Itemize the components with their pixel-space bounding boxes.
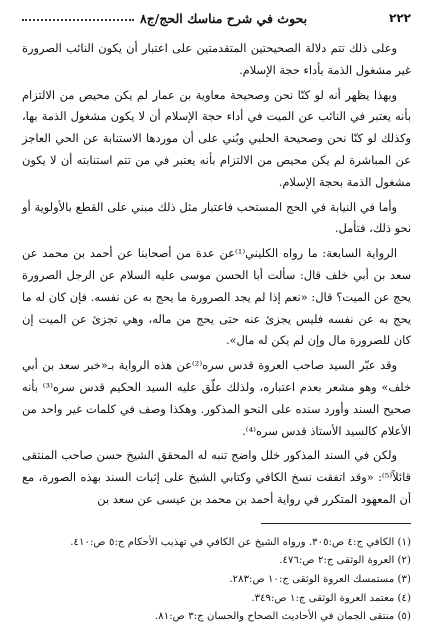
footnote-2: (٢) العروة الوثقى ج:٢ ص:٤٧٦. [279,555,411,567]
footnote-5: (٥) منتقى الجمان في الأحاديث الصحاح والحسان ج:٣ ص:٨١. [155,611,411,623]
main-text [22,38,411,511]
footnote-1: (١) الكافي ج:٤ ص:٣٠٥. ورواه الشيخ عن الكافي في تهذيب الأحكام ج:٥ ص:٤١٠. [70,536,411,548]
footnote-separator [261,523,411,524]
paragraph-5: وقد عبّر السيد صاحب العروة قدس سره⁽²⁾عن هذه الرواية بـ«خبر سعد بن أبي خلف» وهو مشعر بعدم اعتباره، ولذلك علّق عليه السيد الحكيم قدس سره⁽³⁾ بأنه صحيح السند وأورد سنده على النحو المذكور. وهكذا وصف في كلمات غير واحد من الأعلام كالسيد الأستاذ قدس سره⁽⁴⁾. [22,358,411,438]
paragraph-4: الرواية السابعة: ما رواه الكليني⁽¹⁾عن عدة من أصحابنا عن أحمد بن محمد عن سعد بن أبي خلف قال: سألت أبا الحسن موسى عليه السلام عن الرجل الصرورة يحج عن الميت؟ قال: «نعم إذا لم يجد الصرورة ما يحج به عن نفسه. فإن كان له ما يحج به عن نفسه فليس يجزئ عنه حتى يحج من ماله، وهي تجزئ عن الميت إن كان للصرورة مال وإن لم يكن له مال». [22,246,411,348]
paragraph-6: ولكن في السند المذكور خلل واضح تنبه له المحقق الشيخ حسن صاحب المنتقى قائلاً⁽⁵⁾: «وقد اتفقت نسخ الكافي وكتابي الشيخ على إثبات السند بهذه الصورة، مع أن المعهود المتكرر في رواية أحمد بن محمد بن عيسى عن سعد بن [22,448,411,506]
footnote-3: (٣) مستمسك العروة الوثقى ج:١٠ ص:٢٨٣. [229,573,411,585]
footnotes [22,534,411,627]
paragraph-1: وعلى ذلك تتم دلالة الصحيحتين المتقدمتين على اعتبار أن يكون النائب الصرورة غير مشغول الذمة بأداء حجة الإسلام. [22,41,411,77]
running-title: بحوث في شرح مناسك الحج/ج٨ [140,10,308,26]
page-number: ٢٢٢ [389,11,411,25]
paragraph-3: وأما في النيابة في الحج المستحب فاعتبار مثل ذلك مبني على القطع بالأولوية أو نحو ذلك، فتأمل. [22,199,411,236]
running-header [22,11,307,26]
footnote-4: (٤) معتمد العروة الوثقى ج:١ ص:٣٤٩. [251,592,411,604]
header-dot-leader [22,19,134,21]
page-header [22,6,411,30]
paragraph-2: وبهذا يظهر أنه لو كنّا نحن وصحيحة معاوية بن عمار لم يكن محيص من الالتزام بأنه يعتبر في النائب عن الميت في أداء حجة الإسلام أن لا يكون مشغول الذمة بها، وكذلك لو كنّا نحن وصحيحة الحلبي وبُني على أن موردها الاستنابة عن الحي العاجز عن المباشرة لم يكن محيص من الالتزام بأنه يعتبر في من تتم استنابته أن لا يكون مشغول الذمة بحجة الإسلام. [22,87,411,189]
